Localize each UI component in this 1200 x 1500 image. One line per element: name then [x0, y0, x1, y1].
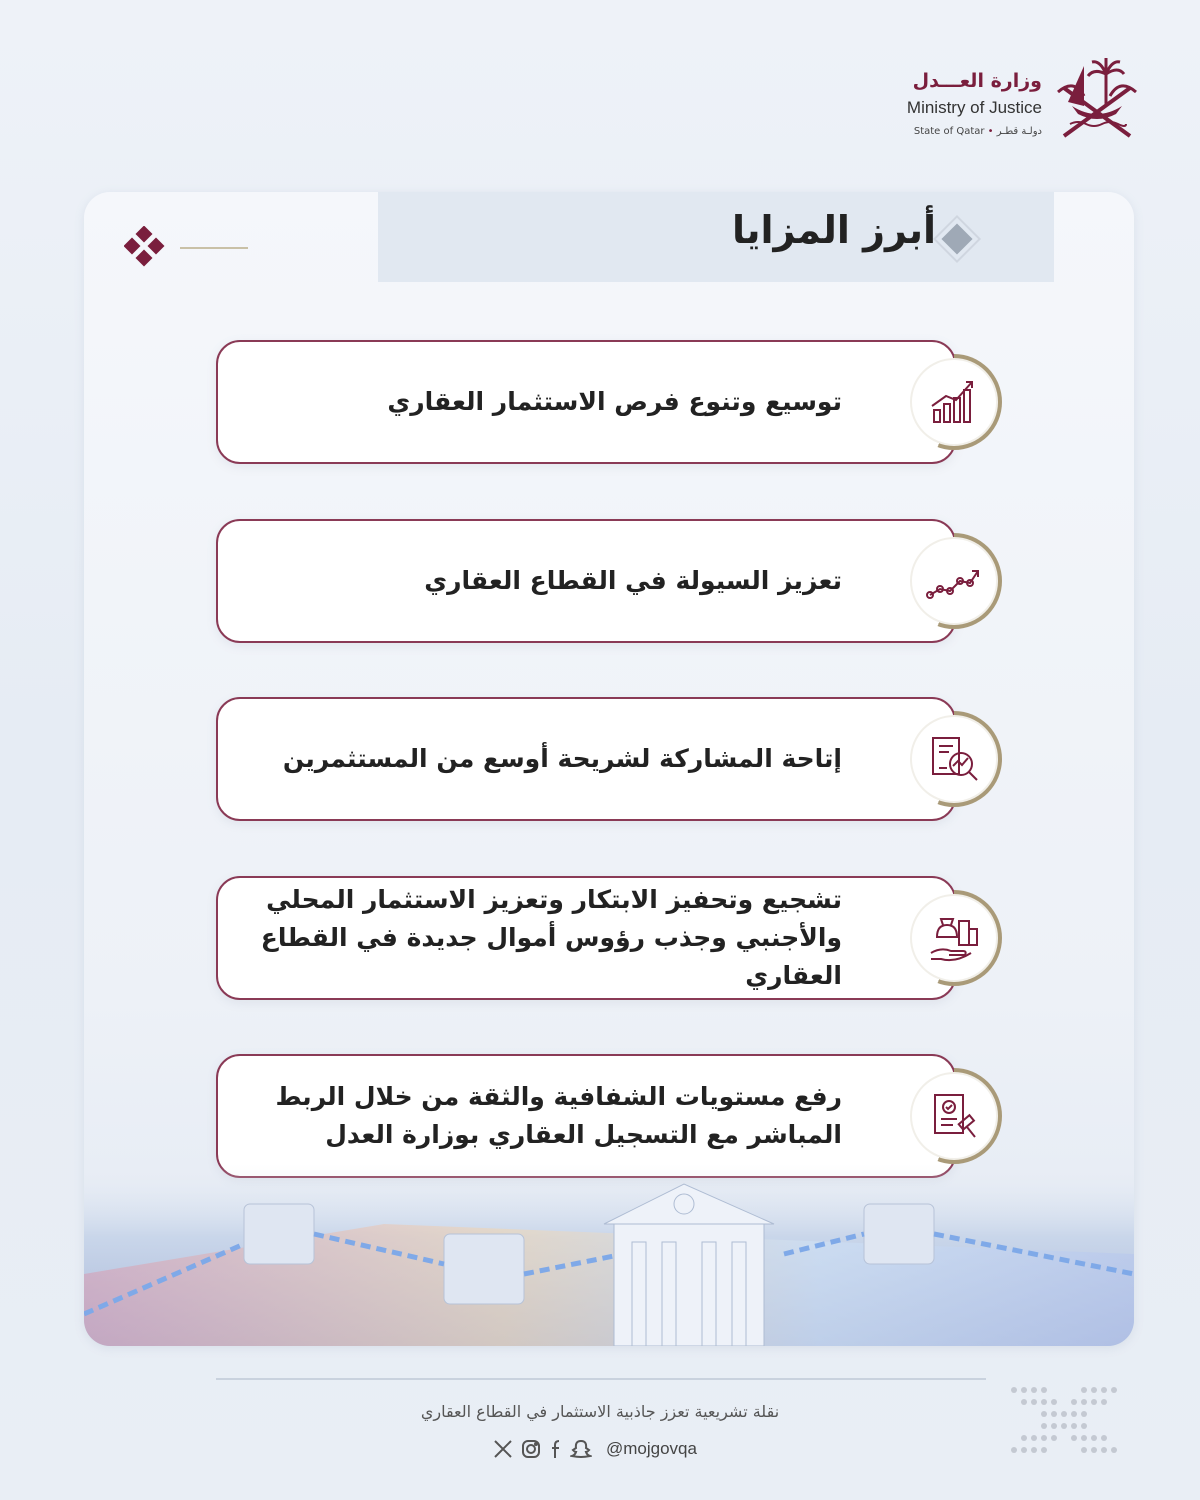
- features-card: [84, 192, 1134, 1346]
- icon-ring: [906, 1068, 1002, 1164]
- pattern-mark-icon: [124, 226, 168, 270]
- ministry-name-ar: وزارة العـــدل: [912, 70, 1042, 92]
- growth-chart-icon: [928, 376, 980, 428]
- feature-text: توسيع وتنوع فرص الاستثمار العقاري: [387, 387, 842, 416]
- state-label: [914, 126, 1042, 137]
- state-label-ar: دولـة قطـر: [996, 126, 1042, 137]
- feature-item-4: [216, 876, 956, 1000]
- social-handle[interactable]: @mojgovqa: [606, 1439, 697, 1458]
- icon-ring: [906, 890, 1002, 986]
- feature-item-1: [216, 340, 956, 464]
- icon-ring: [906, 354, 1002, 450]
- decor-line: [180, 247, 248, 249]
- icon-ring: [906, 533, 1002, 629]
- state-label-en: State of Qatar: [913, 126, 985, 137]
- emblem-icon: [1054, 48, 1140, 144]
- ministry-name-en: Ministry of Justice: [906, 98, 1042, 117]
- feature-item-2: [216, 519, 956, 643]
- social-links: [492, 1436, 697, 1462]
- title-bar: [378, 192, 1054, 282]
- feature-text: تشجيع وتحفيز الابتكار وتعزيز الاستثمار المحلي والأجنبي وجذب رؤوس أموال جديدة في القطاع العقاري: [260, 885, 842, 990]
- real-estate-illustration: [84, 1164, 1134, 1346]
- icon-ring: [906, 711, 1002, 807]
- facebook-icon[interactable]: [548, 1438, 564, 1460]
- feature-item-3: [216, 697, 956, 821]
- feature-text: تعزيز السيولة في القطاع العقاري: [424, 566, 842, 595]
- separator-dot: •: [987, 126, 994, 137]
- footer-tagline: نقلة تشريعية تعزز جاذبية الاستثمار في القطاع العقاري: [420, 1402, 780, 1421]
- analysis-report-icon: [927, 732, 981, 786]
- registry-gavel-icon: [927, 1089, 981, 1143]
- feature-item-5: [216, 1054, 956, 1178]
- x-icon[interactable]: [492, 1438, 514, 1460]
- dots-pattern-icon: [1004, 1380, 1124, 1466]
- feature-text: إتاحة المشاركة لشريحة أوسع من المستثمرين: [282, 744, 842, 773]
- feature-text: رفع مستويات الشفافية والثقة من خلال الربط المباشر مع التسجيل العقاري بوزارة العدل: [275, 1082, 842, 1149]
- investment-hand-icon: [927, 911, 981, 965]
- trend-line-icon: [926, 561, 982, 601]
- page-title: أبرز المزايا: [731, 208, 936, 252]
- ministry-logo: [880, 48, 1140, 148]
- snapchat-icon[interactable]: [570, 1438, 592, 1460]
- footer-divider: [216, 1378, 986, 1380]
- instagram-icon[interactable]: [520, 1438, 542, 1460]
